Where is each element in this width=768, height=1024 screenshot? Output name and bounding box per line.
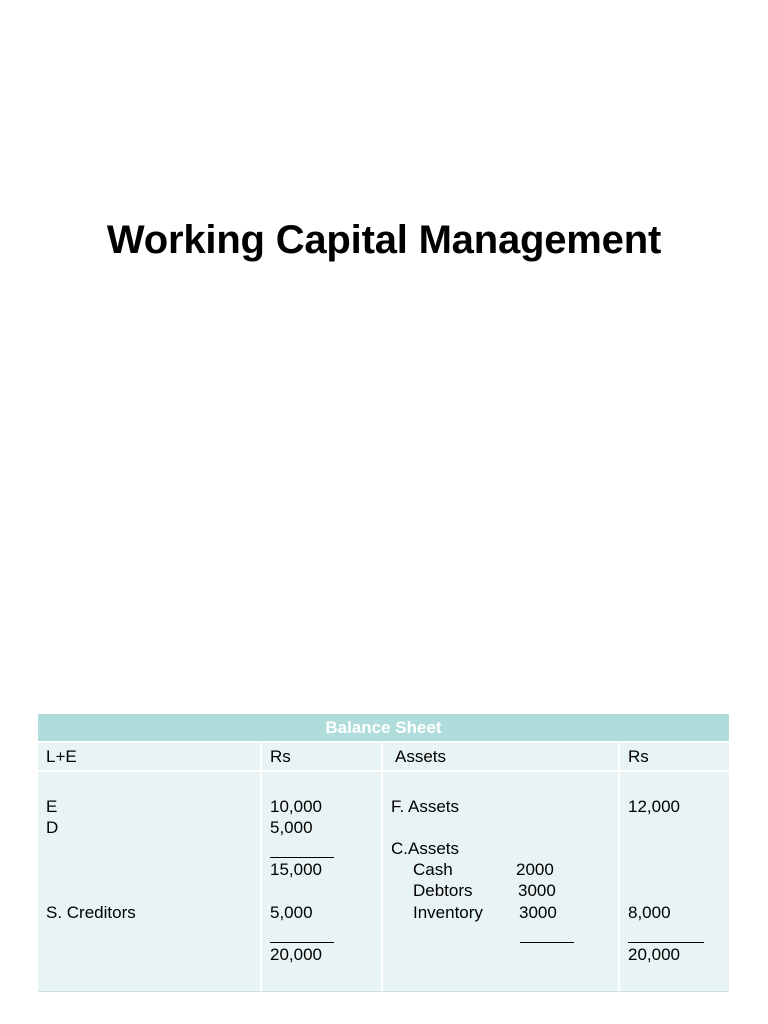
debtors-label: Debtors [413,881,473,900]
balance-sheet-table [38,714,729,992]
column-header-rs: Rs [628,747,649,766]
liabilities-total: 20,000 [270,945,322,964]
creditors-value: 5,000 [270,903,313,922]
column-header-assets: Assets [395,747,447,766]
assets-total: 20,000 [628,945,680,964]
total-rule [270,942,334,943]
creditors-label: S. Creditors [46,903,136,922]
assets-total-rule [628,942,704,943]
column-separator [381,741,383,991]
inventory-value: 3000 [519,903,557,922]
page-title: Working Capital Management [106,218,662,262]
inventory-label: Inventory [413,903,483,922]
debtors-value: 3000 [518,881,556,900]
column-separator [618,741,620,991]
debt-label: D [46,818,59,837]
fixed-assets-label: F. Assets [391,797,460,816]
equity-label: E [46,797,58,816]
current-assets-label: C.Assets [391,839,460,858]
row-separator [38,770,729,772]
equity-value: 10,000 [270,797,322,816]
fixed-assets-value: 12,000 [628,797,680,816]
column-header-rs: Rs [270,747,291,766]
column-header-le: L+E [46,747,77,766]
cash-value: 2000 [516,860,554,879]
current-assets-value: 8,000 [628,903,671,922]
column-separator [260,741,262,991]
table-caption: Balance Sheet [38,714,729,741]
subtotal-value: 15,000 [270,860,322,879]
current-assets-rule [520,942,574,943]
header-separator [38,741,729,743]
subtotal-rule [270,857,334,858]
debt-value: 5,000 [270,818,313,837]
cash-label: Cash [413,860,453,879]
